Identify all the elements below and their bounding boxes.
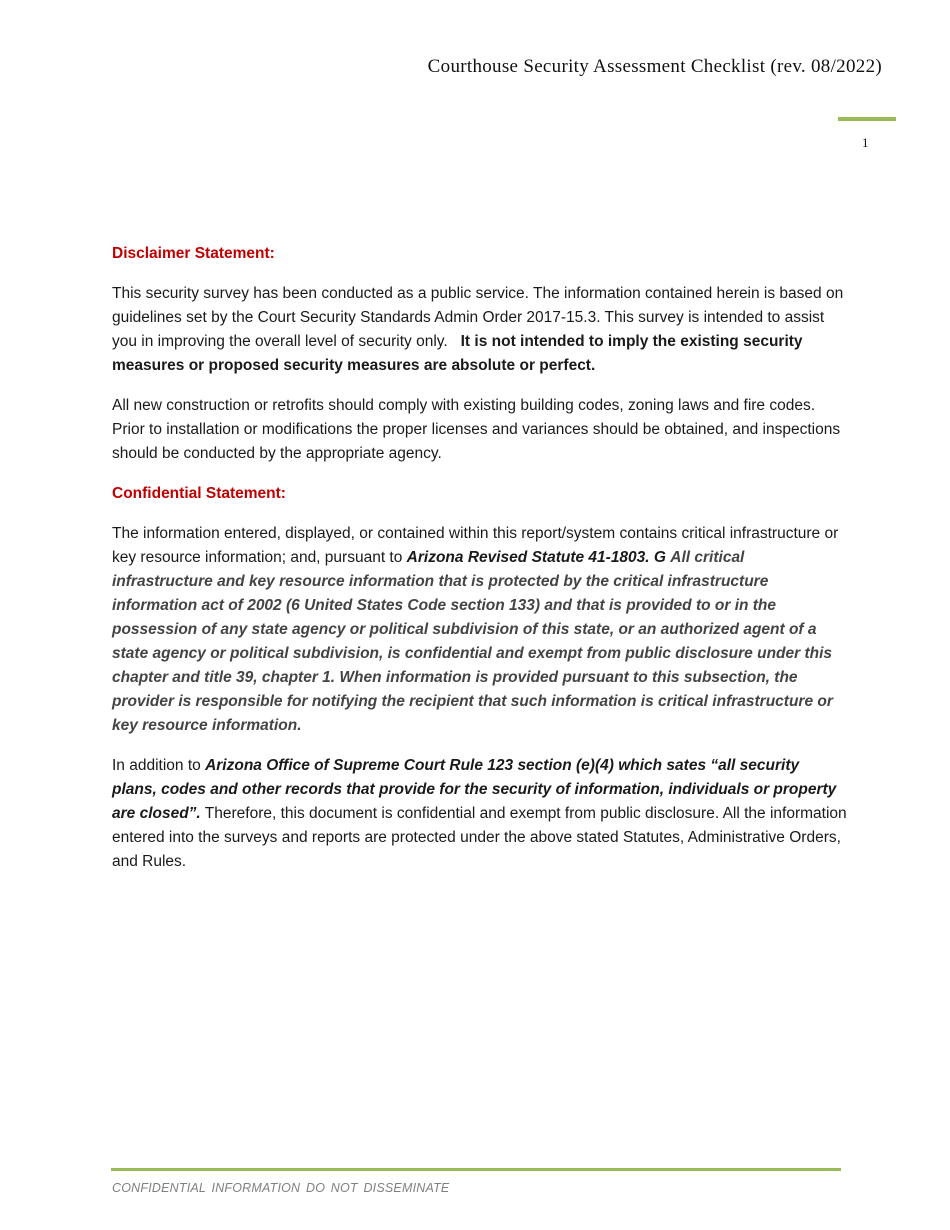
statute-quote: All critical infrastructure and key resource information that is protected by the critical infrastructure information act of 2002 (6 United States Code section 133) and that is provided to or in the possession of any state agency or political subdivision of this state, or an authorized agent of a state agency or political subdivision, is confidential and exempt from public disclosure under this chapter and title 39, chapter 1. When information is provided pursuant to this subsection, the provider is responsible for notifying the recipient that such information is critical infrastructure or key resource information. — [112, 549, 833, 734]
confidential-p2-intro: In addition to — [112, 757, 201, 774]
statute-reference: Arizona Revised Statute 41-1803. G — [406, 549, 666, 566]
confidential-heading: Confidential Statement: — [112, 485, 286, 502]
disclaimer-paragraph-2: All new construction or retrofits should comply with existing building codes, zoning laws and fire codes. Prior to installation or modifications the proper licenses and variances should be obtained, and inspections should be conducted by the appropriate agency. — [112, 397, 841, 462]
disclaimer-heading: Disclaimer Statement: — [112, 245, 275, 262]
footer-accent-rule — [111, 1168, 841, 1171]
confidential-paragraph-1 — [112, 522, 847, 738]
confidential-p1-intro: The information entered, displayed, or contained within this report/system contains critical infrastructure or key resource information; and, pursuant to — [112, 525, 839, 566]
footer-confidential-notice: CONFIDENTIAL INFORMATION DO NOT DISSEMINATE — [112, 1181, 450, 1195]
document-body — [112, 242, 847, 890]
disclaimer-p1-text: This security survey has been conducted as a public service. The information contained herein is based on guidelines set by the Court Security Standards Admin Order 2017-15.3. This survey is intended to assist you in improving the overall level of security only. — [112, 285, 844, 350]
disclaimer-p1-bold: It is not intended to imply the existing security measures or proposed security measures are absolute or perfect. — [112, 333, 803, 374]
rule-reference: Arizona Office of Supreme Court Rule 123 section (e)(4) which sates “all security plans, codes and other records that provide for the security of information, individuals or property are closed”. — [112, 757, 837, 822]
document-title: Courthouse Security Assessment Checklist (rev. 08/2022) — [427, 56, 882, 77]
disclaimer-paragraph-1 — [112, 282, 847, 378]
confidential-paragraph-2 — [112, 754, 847, 874]
header-accent-rule — [838, 117, 896, 121]
page-number: 1 — [862, 135, 869, 150]
confidential-p2-text: Therefore, this document is confidential and exempt from public disclosure. All the information entered into the surveys and reports are protected under the above stated Statutes, Administrative Orders, and Rules. — [112, 805, 847, 870]
